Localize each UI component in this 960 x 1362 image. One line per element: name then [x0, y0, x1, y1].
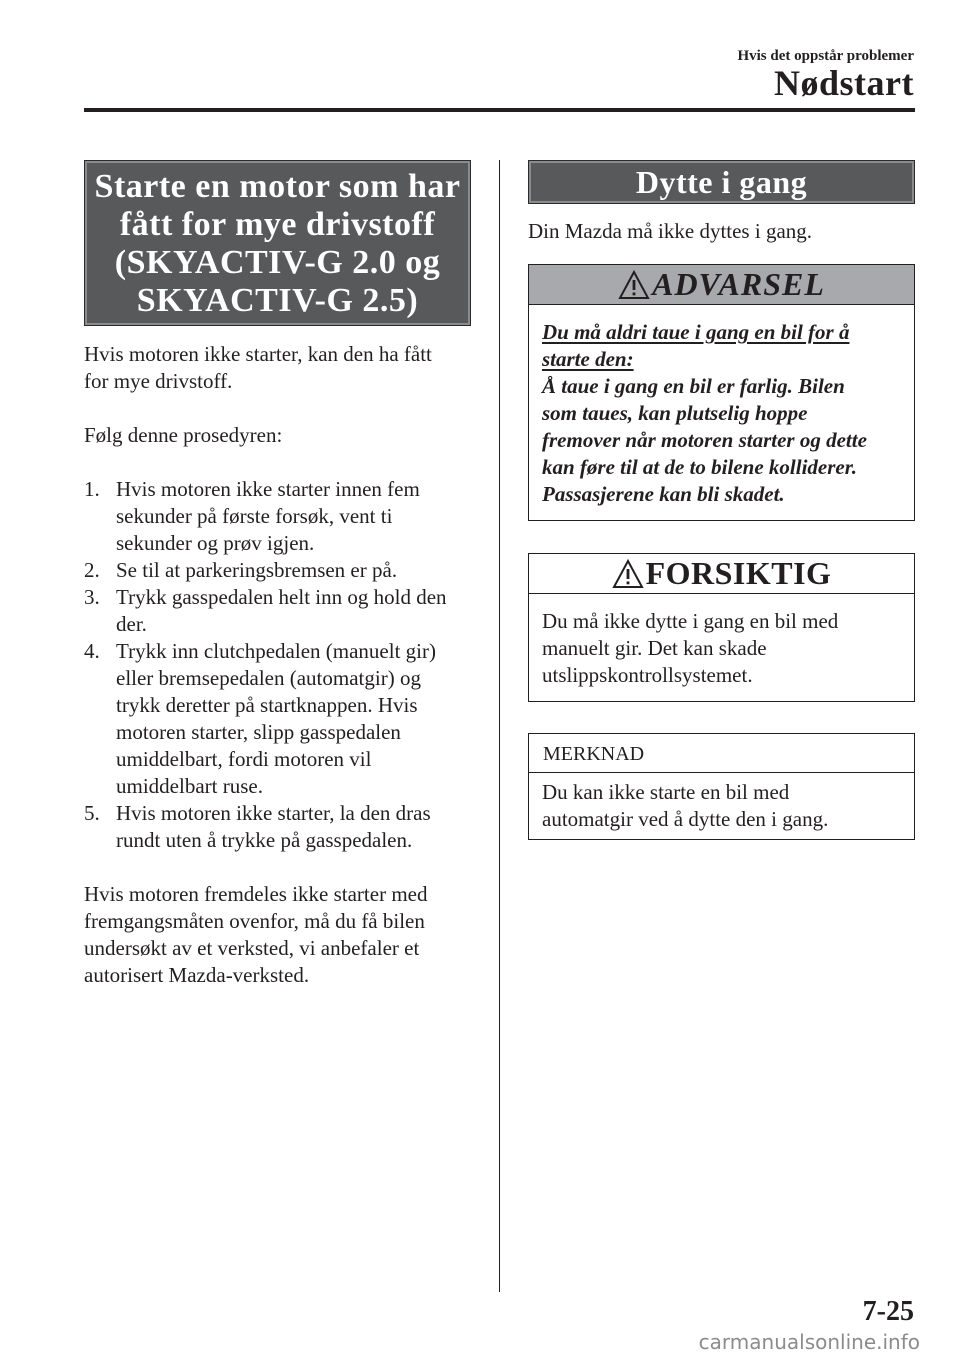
step-line: umiddelbart ruse. [116, 774, 263, 798]
warning-lead-line: Du må aldri taue i gang en bil for å [542, 320, 850, 344]
banner-line: Starte en motor som har [94, 168, 461, 205]
step-line: eller bremsepedalen (automatgir) og [116, 666, 421, 690]
caution-title: FORSIKTIG [645, 555, 832, 591]
note-line: Du kan ikke starte en bil med [542, 780, 790, 804]
warning-title: ADVARSEL [652, 266, 825, 302]
warning-triangle-icon [618, 270, 650, 300]
procedure-label: Følg denne prosedyren: [84, 423, 283, 447]
step-item [84, 476, 471, 557]
section-header: Hvis det oppstår problemer [737, 48, 914, 64]
push-start-banner: Dytte i gang [528, 160, 915, 204]
text-line: for mye drivstoff. [84, 369, 233, 393]
banner-line: SKYACTIV-G 2.5) [136, 282, 419, 319]
caution-box [528, 553, 915, 702]
page-title: Nødstart [774, 63, 914, 103]
note-box [528, 733, 915, 840]
right-column [528, 160, 915, 840]
step-number: 1. [84, 477, 100, 501]
caution-header [529, 554, 914, 594]
warning-line: Å taue i gang en bil er farlig. Bilen [542, 374, 845, 398]
left-column [84, 160, 471, 989]
step-number: 2. [84, 558, 100, 582]
caution-line: Du må ikke dytte i gang en bil med [542, 609, 839, 633]
step-line: Hvis motoren ikke starter innen fem [116, 477, 420, 501]
note-line: automatgir ved å dytte den i gang. [542, 807, 829, 831]
text-line: autorisert Mazda-verksted. [84, 963, 310, 987]
step-number: 3. [84, 585, 100, 609]
column-divider [499, 160, 500, 1292]
step-item [84, 557, 471, 584]
closing-paragraph [84, 881, 471, 989]
step-line: Trykk inn clutchpedalen (manuelt gir) [116, 639, 436, 663]
step-item [84, 638, 471, 800]
intro-paragraph [84, 341, 471, 395]
note-title: MERKNAD [529, 734, 914, 773]
warning-line: kan føre til at de to bilene kolliderer. [542, 455, 857, 479]
header-rule [84, 108, 915, 112]
warning-line: fremover når motoren starter og dette [542, 428, 867, 452]
step-text [116, 476, 471, 557]
step-number: 5. [84, 801, 100, 825]
step-line: sekunder på første forsøk, vent ti [116, 504, 393, 528]
text-line: Hvis motoren ikke starter, kan den ha fått [84, 342, 432, 366]
banner-line: (SKYACTIV-G 2.0 og [114, 244, 441, 281]
caution-line: utslippskontrollsystemet. [542, 663, 753, 687]
text-line: fremgangsmåten ovenfor, må du få bilen [84, 909, 425, 933]
step-text [116, 638, 471, 800]
warning-box [528, 264, 915, 521]
step-line: motoren starter, slipp gasspedalen [116, 720, 401, 744]
watermark: carmanualsonline.info [698, 1330, 920, 1354]
text-line: Hvis motoren fremdeles ikke starter med [84, 882, 428, 906]
step-line: umiddelbart, fordi motoren vil [116, 747, 372, 771]
step-line: Se til at parkeringsbremsen er på. [116, 558, 398, 582]
step-text [116, 584, 471, 638]
caution-line: manuelt gir. Det kan skade [542, 636, 767, 660]
procedure-steps [84, 476, 471, 854]
warning-line: Passasjerene kan bli skadet. [542, 482, 785, 506]
step-number: 4. [84, 639, 100, 663]
warning-header [529, 265, 914, 305]
push-start-intro: Din Mazda må ikke dyttes i gang. [528, 219, 813, 243]
step-line: der. [116, 612, 147, 636]
step-line: rundt uten å trykke på gasspedalen. [116, 828, 413, 852]
step-text [116, 557, 471, 584]
page-number: 7-25 [862, 1296, 914, 1327]
step-item [84, 800, 471, 854]
step-line: trykk deretter på startknappen. Hvis [116, 693, 418, 717]
step-line: Hvis motoren ikke starter, la den dras [116, 801, 431, 825]
step-item [84, 584, 471, 638]
warning-body [529, 305, 914, 520]
step-line: Trykk gasspedalen helt inn og hold den [116, 585, 447, 609]
step-text [116, 800, 471, 854]
note-body [529, 773, 914, 839]
caution-body [529, 594, 914, 701]
text-line: undersøkt av et verksted, vi anbefaler et [84, 936, 420, 960]
warning-triangle-icon [612, 559, 644, 589]
banner-line: fått for mye drivstoff [119, 206, 436, 243]
step-line: sekunder og prøv igjen. [116, 531, 315, 555]
flooded-engine-banner [84, 160, 471, 326]
warning-line: som taues, kan plutselig hoppe [542, 401, 808, 425]
warning-lead-line: starte den: [542, 347, 634, 371]
